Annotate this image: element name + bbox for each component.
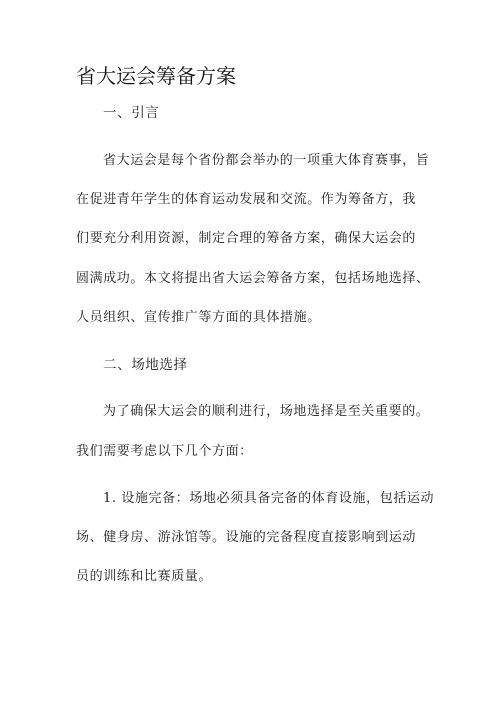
section2-intro-line-1: 为了确保大运会的顺利进行，场地选择是至关重要的。 [103, 404, 430, 419]
section1-line-1: 省大运会是每个省份都会举办的一项重大体育赛事，旨 [103, 153, 430, 168]
section2-item1-line-2: 场、健身房、游泳馆等。设施的完备程度直接影响到运动 [76, 530, 417, 545]
section1-line-2: 在促进青年学生的体育运动发展和交流。作为筹备方，我 [76, 192, 417, 207]
section2-intro-line-2: 我们需要考虑以下几个方面： [76, 444, 253, 459]
section1-heading: 一、引言 [103, 105, 160, 121]
section2-item1-line-1: 1. 设施完备：场地必须具备完备的体育设施，包括运动 [103, 491, 435, 506]
section1-line-5: 人员组织、宣传推广等方面的具体措施。 [76, 310, 321, 325]
section2-heading: 二、场地选择 [103, 357, 188, 373]
section2-item1-line-3: 员的训练和比赛质量。 [76, 569, 213, 584]
document-title: 省大运会筹备方案 [76, 64, 236, 88]
section1-line-4: 圆满成功。本文将提出省大运会筹备方案，包括场地选择、 [76, 271, 430, 286]
section1-line-3: 们要充分利用资源，制定合理的筹备方案，确保大运会的 [76, 231, 417, 246]
